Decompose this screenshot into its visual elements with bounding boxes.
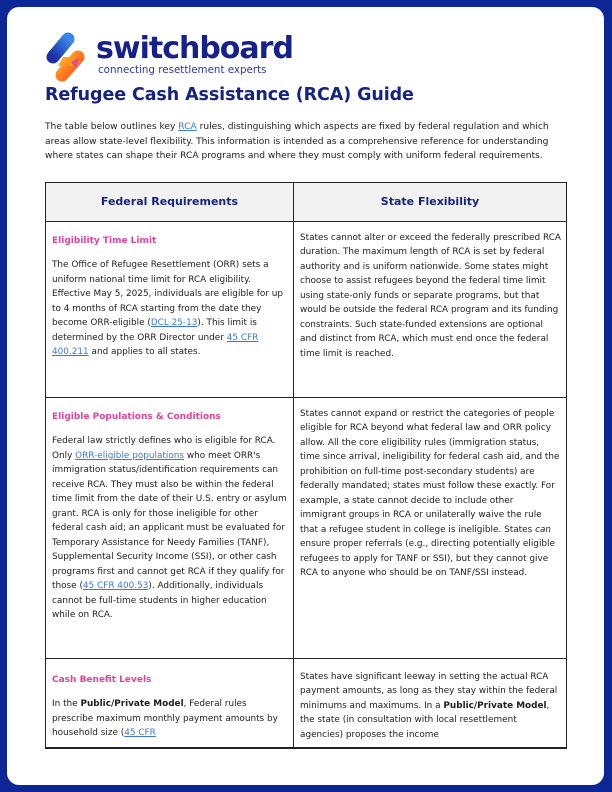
table-row <box>46 397 566 658</box>
text-span: States cannot expand or restrict the categories of people eligible for RCA beyond what federal law and ORR policy allow. All the core eligibility rules (immigration status, time since arrival, ineligibility for federal cash aid, and the prohibition on full-time post-secondary students) are federally mandated; states must follow these exactly. For example, a state cannot decide to include other immigrant groups in RCA or unilaterally waive the rule that a refugee student in college is ineligible. States <box>300 408 560 535</box>
federal-cell <box>46 398 294 658</box>
cfr-link[interactable]: 45 CFR <box>124 728 156 738</box>
state-text <box>300 407 561 581</box>
intro-text: The table below outlines key <box>45 122 179 132</box>
header-state-flexibility: State Flexibility <box>294 183 566 221</box>
switchboard-logo-icon <box>43 30 93 84</box>
brand-wordmark: switchboard <box>96 31 293 66</box>
rca-link[interactable]: RCA <box>178 122 197 132</box>
text-span: States have significant leeway in setting the actual RCA payment amounts, as long as they stay within the federal minimums and maximums. In a <box>300 671 558 711</box>
federal-cell <box>46 222 294 397</box>
emphasis-text: can <box>535 524 552 535</box>
table-header-row <box>46 183 566 221</box>
cfr-400-211-link[interactable]: 45 CFR 400.211 <box>52 332 259 357</box>
state-cell <box>294 659 566 747</box>
orr-eligible-populations-link[interactable]: ORR-eligible populations <box>75 450 185 461</box>
text-span: , Federal rules prescribe maximum monthly payment amounts by household size ( <box>52 699 278 738</box>
intro-paragraph <box>45 120 573 164</box>
text-span: who meet ORR's immigration status/identification requirements can receive RCA. They must also be within the federal time limit from the date of their U.S. entry or asylum grant. RCA is only for those ineligible for other federal cash aid; an applicant must be evaluated for Temporary Assistance for Needy Families (TANF), Supplemental Security Income (SSI), or other cash programs first and cannot get RCA if they qualify for those ( <box>52 450 287 591</box>
section-title-eligible-populations: Eligible Populations & Conditions <box>52 411 221 422</box>
text-span: ensure proper referrals (e.g., directing potentially eligible refugees to apply for TANF or SSI), but they cannot give RCA to anyone who should be on TANF/SSI instead. <box>300 539 555 578</box>
page-title: Refugee Cash Assistance (RCA) Guide <box>45 85 414 105</box>
text-span: ). Additionally, individuals cannot be full-time students in higher education while on RCA. <box>52 581 267 620</box>
text-span: , the state (in consultation with local resettlement agencies) proposes the income <box>300 700 550 740</box>
cfr-400-53-link[interactable]: 45 CFR 400.53 <box>82 581 149 591</box>
text-span: and applies to all states. <box>88 347 201 357</box>
table-row <box>46 658 566 747</box>
federal-text <box>52 697 288 741</box>
bold-text: Public/Private Model <box>80 699 184 709</box>
state-cell <box>294 222 566 397</box>
state-text: States cannot alter or exceed the federally prescribed RCA duration. The maximum length of RCA is set by federal authority and is uniform nationwide. Some states might choose to assist refugees beyond the federal time limit using state-only funds or separate programs, but that would be outside the federal RCA program and its funding constraints. Such state-funded extensions are optional and distinct from RCA, which must end once the federal time limit is reached. <box>300 232 561 359</box>
switchboard-logo <box>43 30 303 82</box>
intro-text-continued: rules, distinguishing which aspects are fixed by federal regulation and which areas allow state-level flexibility. This information is intended as a comprehensive reference for understanding where states can shape their RCA programs and where they must comply with uniform federal requirements. <box>45 122 549 161</box>
state-cell <box>294 398 566 658</box>
bold-text: Public/Private Model <box>443 700 547 711</box>
text-span: Federal law strictly defines who is eligible for RCA. Only <box>52 436 276 461</box>
table-row <box>46 221 566 397</box>
federal-cell <box>46 659 294 747</box>
section-title-cash-benefit-levels: Cash Benefit Levels <box>52 674 152 685</box>
rca-rules-table <box>45 182 567 749</box>
document-page <box>7 7 604 785</box>
header-federal-requirements: Federal Requirements <box>46 183 294 221</box>
text-span: In the <box>52 699 81 709</box>
text-span: ). This limit is determined by the ORR Director under <box>52 318 257 343</box>
brand-tagline: connecting resettlement experts <box>98 64 267 76</box>
text-span: The Office of Refugee Resettlement (ORR) sets a uniform national time limit for RCA eligibility. Effective May 5, 2025, individuals are eligible for up to 4 months of RCA starting from the date they become ORR-eligible ( <box>52 260 284 328</box>
state-text <box>300 670 561 743</box>
federal-text <box>52 258 288 360</box>
dcl-25-13-link[interactable]: DCL 25-13 <box>150 318 198 328</box>
federal-text <box>52 434 288 623</box>
section-title-eligibility-time-limit: Eligibility Time Limit <box>52 235 157 246</box>
